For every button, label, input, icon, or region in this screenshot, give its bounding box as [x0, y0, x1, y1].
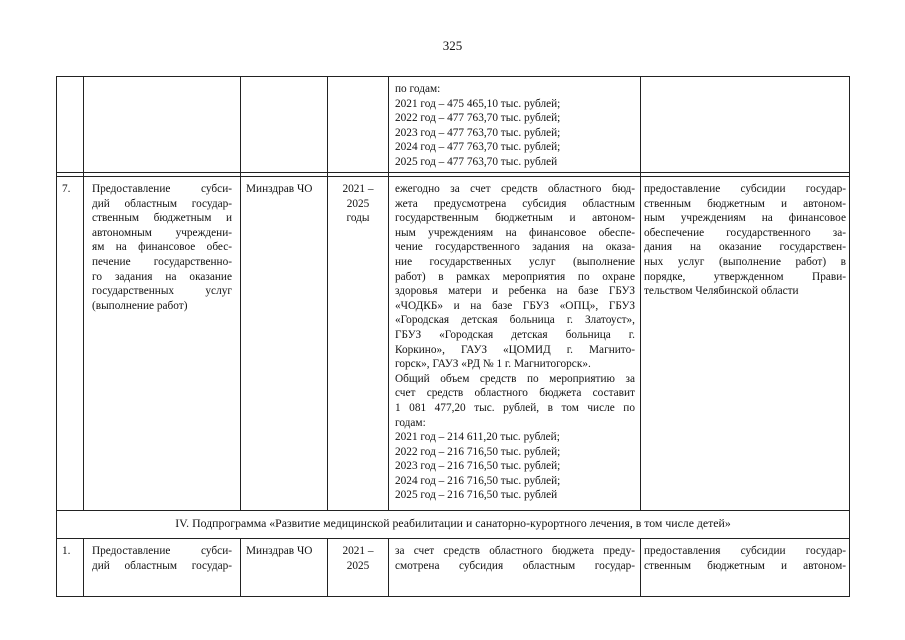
text-line: ние государственных услуг (выполнение — [395, 255, 635, 268]
text-line: государственным бюджетным и автоном- — [395, 212, 635, 225]
text-line: дий областным государ- — [92, 559, 232, 572]
col-divider-5 — [640, 76, 641, 510]
continuation-row-bottom-border — [56, 172, 850, 173]
text-line: 2025 — [346, 559, 370, 572]
row7-measure-name — [92, 182, 232, 313]
text-line: Предоставление субси- — [92, 183, 232, 195]
text-line: 2023 год – 477 763,70 тыс. рублей; — [395, 126, 561, 139]
text-line: смотрена субсидия областным государ- — [395, 559, 635, 572]
text-line: 2021 – — [342, 183, 374, 195]
text-line: ям на финансовое обес- — [92, 241, 232, 254]
text-line: (выполнение работ) — [92, 299, 188, 312]
text-line: Предоставление субси- — [92, 545, 232, 557]
col-divider-2b — [240, 538, 241, 596]
page-number: 325 — [442, 38, 463, 53]
text-line: предоставление субсидии государ- — [644, 183, 846, 195]
row7-period — [329, 182, 387, 226]
continuation-funding-text — [395, 82, 635, 170]
row1-executor: Минздрав ЧО — [246, 545, 313, 557]
text-line: 2021 год – 214 611,20 тыс. рублей; — [395, 431, 560, 444]
text-line: обеспечение государственного за- — [644, 226, 846, 239]
text-line: за счет средств областного бюджета преду- — [395, 545, 635, 557]
section-bottom-border — [56, 538, 850, 539]
text-line: порядке, утвержденном Прави- — [644, 270, 846, 283]
text-line: работ) в рамках мероприятия по охране — [395, 270, 635, 283]
col-divider-1b — [83, 538, 84, 596]
text-line: тельством Челябинской области — [644, 285, 799, 298]
text-line: автономным учреждени- — [92, 226, 232, 239]
text-line: здоровья матери и ребенка на базе ГБУЗ — [395, 285, 635, 298]
text-line: 2025 — [346, 197, 370, 210]
col-divider-2 — [240, 76, 241, 510]
text-line: предоставления субсидии государ- — [644, 545, 846, 557]
row7-number: 7. — [62, 183, 71, 195]
text-line: «Городская детская больница г. Златоуст», — [395, 314, 635, 327]
row7-top-border — [56, 176, 850, 177]
text-line: дий областным государ- — [92, 197, 232, 210]
section-iv-title: IV. Подпрограмма «Развитие медицинской реабилитации и санаторно-курортного лечения, в том числе детей» — [175, 516, 731, 530]
text-line: ственным бюджетным и автоном- — [644, 559, 846, 572]
text-line: годам: — [395, 416, 426, 429]
text-line: Коркино», ГАУЗ «ЦОМИД г. Магнито- — [395, 343, 635, 356]
text-line: 2021 – — [342, 545, 374, 557]
text-line: 2024 год – 477 763,70 тыс. рублей; — [395, 141, 561, 154]
text-line: 2024 год – 216 716,50 тыс. рублей; — [395, 474, 561, 487]
text-line: счет средств областного бюджета составит — [395, 387, 635, 400]
text-line: 1 081 477,20 тыс. рублей, в том числе по — [395, 401, 635, 414]
row1-expected-result — [644, 544, 846, 573]
text-line: ным учреждениям на финансовое — [644, 212, 846, 225]
row1-period — [329, 544, 387, 573]
text-line: ным учреждениям на финансовое обеспе- — [395, 226, 635, 239]
text-line: по годам: — [395, 83, 441, 95]
text-line: государственных услуг — [92, 285, 232, 298]
text-line: 2022 год – 216 716,50 тыс. рублей; — [395, 445, 561, 458]
col-divider-3 — [327, 76, 328, 510]
table-top-border — [56, 76, 850, 77]
row7-executor: Минздрав ЧО — [246, 183, 313, 195]
text-line: ежегодно за счет средств областного бюд- — [395, 183, 635, 195]
text-line: печение государственно- — [92, 255, 232, 268]
text-line: «ЧОДКБ» и на базе ГБУЗ «ОПЦ», ГБУЗ — [395, 299, 635, 312]
row7-expected-result — [644, 182, 846, 299]
col-divider-4b — [388, 538, 389, 596]
col-divider-4 — [388, 76, 389, 510]
text-line: жета предусмотрена субсидия областным — [395, 197, 635, 210]
text-line: го задания на оказание — [92, 270, 232, 283]
text-line: чение государственного задания на оказа- — [395, 241, 635, 254]
text-line: дания на оказание государствен- — [644, 241, 846, 254]
table-bottom-border — [56, 596, 850, 597]
text-line: ственным бюджетным и автоном- — [644, 197, 846, 210]
row7-bottom-border — [56, 510, 850, 511]
col-divider-1 — [83, 76, 84, 510]
text-line: 2021 год – 475 465,10 тыс. рублей; — [395, 97, 561, 110]
text-line: годы — [346, 212, 370, 225]
text-line: ных услуг (выполнение работ) в — [644, 255, 846, 268]
text-line: 2022 год – 477 763,70 тыс. рублей; — [395, 112, 561, 125]
row1-number: 1. — [62, 545, 71, 557]
row1-description — [395, 544, 635, 573]
row7-description — [395, 182, 635, 503]
text-line: ГБУЗ «Городская детская больница г. — [395, 328, 635, 341]
text-line: Общий объем средств по мероприятию за — [395, 372, 635, 385]
text-line: 2025 год – 216 716,50 тыс. рублей — [395, 489, 558, 502]
text-line: 2023 год – 216 716,50 тыс. рублей; — [395, 460, 561, 473]
text-line: горск», ГАУЗ «РД № 1 г. Магнитогорск». — [395, 358, 591, 371]
text-line: ственным бюджетным и — [92, 212, 232, 225]
text-line: 2025 год – 477 763,70 тыс. рублей — [395, 155, 558, 168]
row1-measure-name — [92, 544, 232, 573]
col-divider-3b — [327, 538, 328, 596]
col-divider-5b — [640, 538, 641, 596]
